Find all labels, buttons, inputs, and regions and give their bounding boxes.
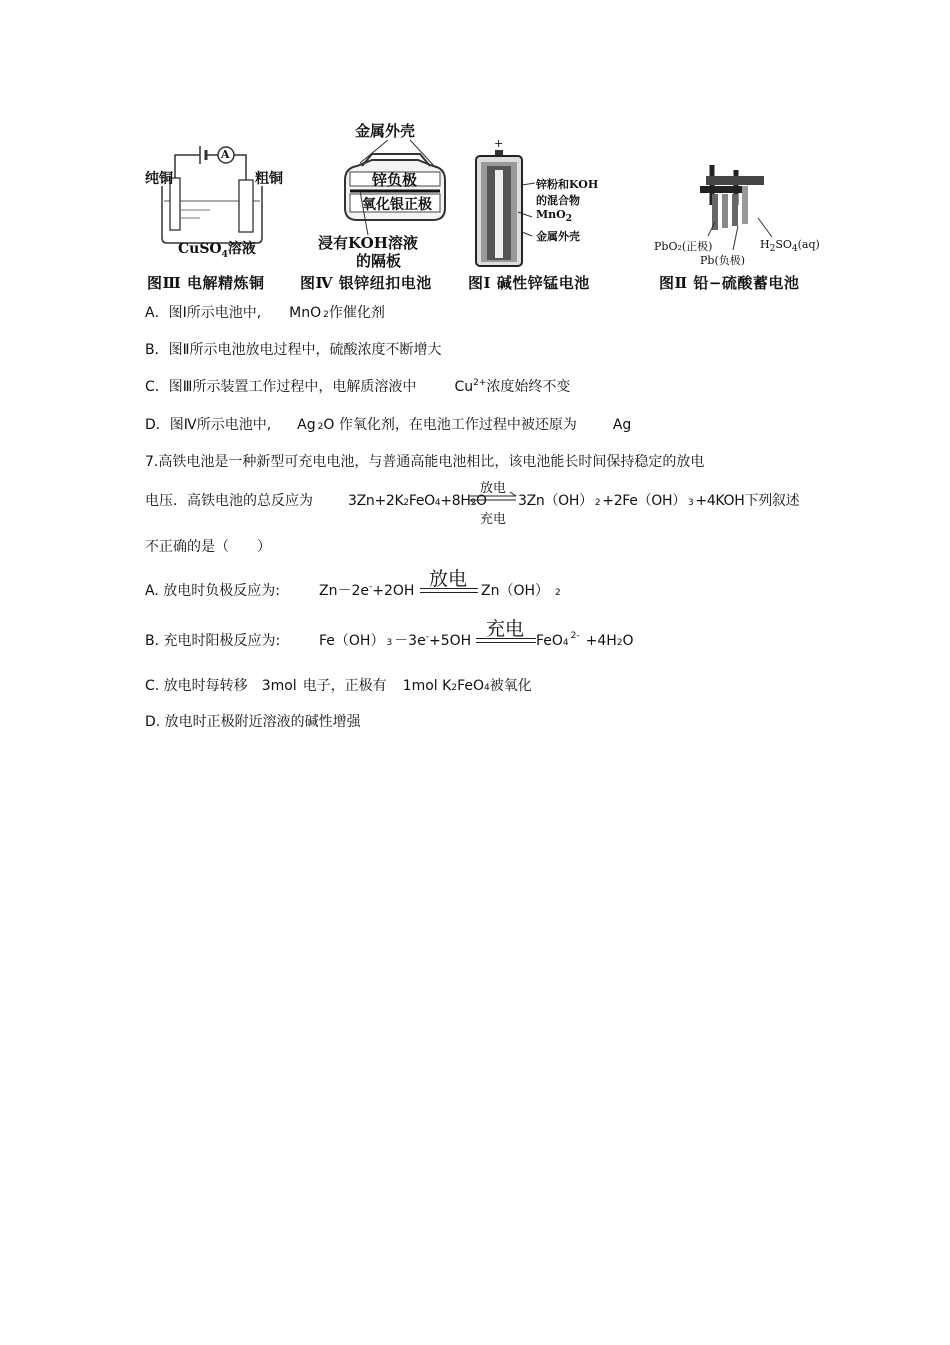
- ammeter-label: A: [221, 148, 230, 161]
- q6-option-d[interactable]: D．图Ⅳ所示电池中, Ag 2O 作氧化剂，在电池工作过程中被还原为 Ag: [145, 417, 632, 433]
- positive-terminal-mark: +: [494, 137, 504, 150]
- q7-option-b-arrow-label: 充电: [486, 618, 525, 640]
- koh-separator-label-line1: 浸有KOH溶液: [318, 234, 418, 252]
- zinc-negative-label: 锌负极: [372, 171, 418, 189]
- q7-option-a-prefix: A. 放电时负极反应为:: [145, 583, 280, 599]
- total-reaction-right: 3Zn（OH） 2 +2Fe（OH） 3 +4KOH下列叙述: [518, 493, 800, 509]
- charge-arrow-label: 充电: [480, 512, 507, 527]
- zinc-koh-label-line1: 锌粉和KOH: [536, 178, 599, 191]
- q7-option-c[interactable]: C. 放电时每转移 3mol 电子，正极有 1mol K2FeO4被氧化: [145, 678, 532, 694]
- q7-option-b-eq-right: $FeO4^{2-} +4H2O$: [536, 631, 634, 649]
- discharge-arrow-label: 放电: [480, 481, 507, 496]
- reversible-arrow-icon: [0, 0, 950, 600]
- metal-shell-label: 金属外壳: [355, 122, 416, 140]
- q7-stem-line2-prefix: 电压．高铁电池的总反应为: [145, 493, 313, 509]
- q7-option-a-eq-right: Zn（OH） 2: [481, 583, 561, 599]
- crude-copper-label: 粗铜: [255, 171, 283, 187]
- q7-option-a-arrow-label: 放电: [429, 568, 468, 590]
- q7-option-a-equals-arrow-lower: [420, 592, 478, 593]
- figure-4-caption: 图Ⅳ 银锌纽扣电池: [300, 274, 432, 292]
- q6-option-c[interactable]: C．图Ⅲ所示装置工作过程中，电解质溶液中 $Cu^{2+}$浓度始终不变: [145, 378, 571, 395]
- q6-option-b[interactable]: B．图Ⅱ所示电池放电过程中，硫酸浓度不断增大: [145, 342, 442, 358]
- metal-shell-label-fig1: 金属外壳: [536, 230, 580, 243]
- figure-1-caption: 图Ⅰ 碱性锌锰电池: [468, 274, 590, 292]
- q7-option-d[interactable]: D. 放电时正极附近溶液的碱性增强: [145, 714, 361, 730]
- q7-option-b-equals-arrow-lower: [476, 642, 536, 643]
- figure-3-caption: 图Ⅲ 电解精炼铜: [147, 274, 265, 292]
- q7-option-b-eq-left: Fe（OH） 3 －3e-+5OH: [319, 632, 472, 649]
- q7-option-a-equals-arrow: [420, 588, 478, 589]
- q7-stem-line1: 7.高铁电池是一种新型可充电电池，与普通高能电池相比，该电池能长时间保持稳定的放电: [145, 454, 705, 470]
- q7-option-a-eq-left: Zn－2e-+2OH: [319, 582, 415, 599]
- h2so4-label: $H_2SO_4(aq)$: [760, 238, 820, 254]
- q7-option-b-equals-arrow: [476, 638, 536, 639]
- pb-negative-label: Pb(负极): [700, 254, 746, 267]
- q7-stem-line3: 不正确的是（ ）: [145, 539, 271, 555]
- silver-oxide-positive-label: 氧化银正极: [362, 197, 432, 213]
- q7-option-b-prefix: B. 充电时阳极反应为:: [145, 633, 281, 649]
- mno2-label: MnO$_2$: [536, 208, 573, 224]
- zinc-koh-label-line2: 的混合物: [536, 194, 580, 207]
- total-reaction-left: 3Zn+2K2FeO4+8H2O: [348, 493, 487, 509]
- cuso4-solution-label: CuSO$_4$溶液: [178, 241, 256, 260]
- pbo2-positive-label: PbO₂(正极): [654, 240, 713, 253]
- q6-option-a[interactable]: A．图Ⅰ所示电池中, MnO 2作催化剂: [145, 305, 385, 321]
- figure-2-caption: 图Ⅱ 铅−硫酸蓄电池: [659, 274, 800, 292]
- pure-copper-label: 纯铜: [145, 171, 173, 187]
- koh-separator-label-line2: 的隔板: [356, 252, 402, 270]
